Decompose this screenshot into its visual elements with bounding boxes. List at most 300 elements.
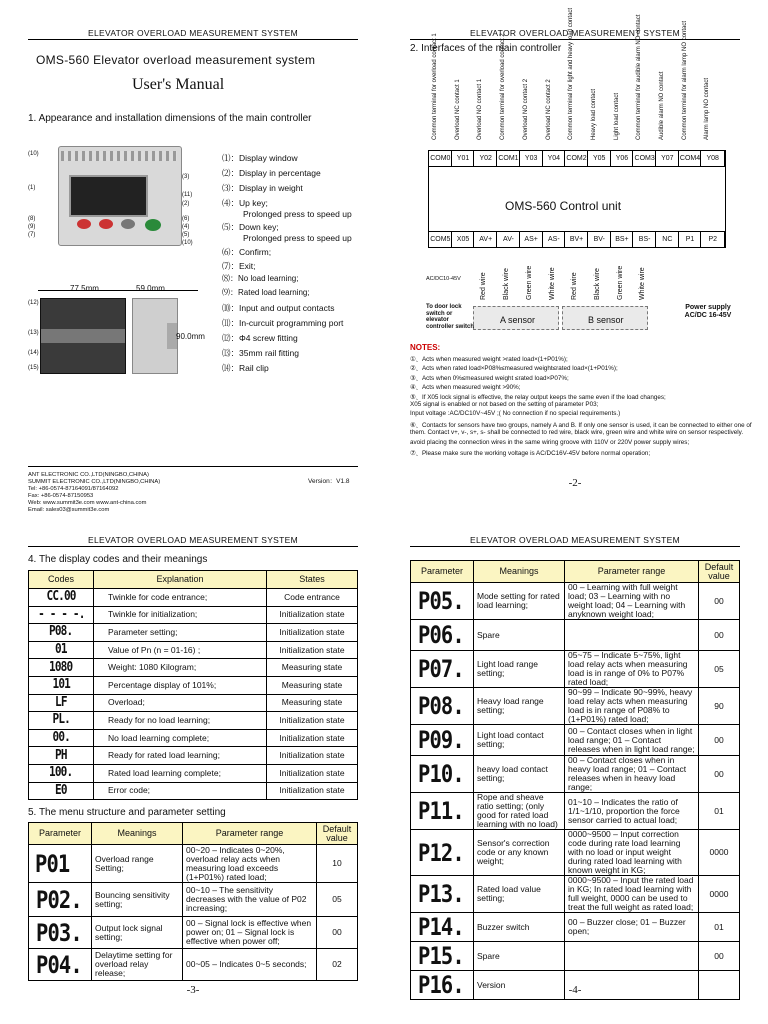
display-code [29, 676, 94, 694]
parameter-default: 01 [699, 793, 740, 830]
display-code [29, 659, 94, 677]
parameter-meaning: Delaytime setting for overload relay release; [92, 949, 183, 981]
table-row [411, 876, 740, 913]
top-terminal-label: Common terminal for light and heavy load contact [568, 7, 575, 140]
page-4 [410, 535, 740, 1005]
display-window [69, 175, 148, 217]
sensor-wire-label: Green wire [616, 265, 624, 300]
parameter-code [411, 830, 474, 876]
segment-code: CC.00 [46, 589, 76, 605]
code-state: Measuring state [267, 659, 358, 677]
down-key [99, 219, 113, 229]
table-row [411, 620, 740, 651]
code-state: Initialization state [267, 764, 358, 782]
code-explanation: Twinkle for code entrance; [94, 589, 267, 607]
table-row [29, 659, 358, 677]
top-terminal-label: Common terminal for alarm lamp NO contact [681, 20, 688, 140]
callout: (11) [182, 192, 193, 198]
note-item: ⑥、Contacts for sensors have two groups, namely A and B. If only one sensor is used, it can be connected to either one of [410, 421, 752, 429]
page-header: ELEVATOR OVERLOAD MEASUREMENT SYSTEM [410, 535, 740, 547]
table-row [29, 845, 358, 883]
segment-code: P02. [36, 885, 82, 914]
top-terminal: COM2 [564, 150, 589, 167]
note-item: ⑦、Please make sure the working voltage is AC/DC16V-45V before normal operation; [410, 450, 651, 457]
parameter-range: 0000~9500 – Input the rated load in KG; In rated load learning with full weight, 0000 can be used to treat the full weight as rated load; [565, 876, 699, 913]
table-row [411, 651, 740, 688]
segment-code: P08. [418, 692, 464, 720]
note-item: avoid placing the connection wires in the same wiring groove with 110V or 220V power supply wires; [410, 438, 690, 446]
table-row [29, 676, 358, 694]
code-explanation: Ready for no load learning; [94, 712, 267, 730]
top-terminal-label: Audible alarm NO contact [659, 71, 665, 140]
website[interactable]: Web: www.summit3e.com www.ant-china.com [28, 500, 147, 506]
section-2-heading: 2. Interfaces of the main controller [410, 43, 562, 54]
legend-item: ⒀：35mm rail fitting [222, 348, 299, 358]
segment-code: P12. [418, 838, 464, 867]
bottom-terminal: BS- [632, 231, 657, 248]
segment-code: P14. [418, 913, 464, 941]
parameter-range: 00 – Learning with full weight load; 03 – Learning with no weight load; 04 – Learning with anyknown weight load; [565, 583, 699, 620]
table-row [411, 583, 740, 620]
top-terminal-label: Heavy load contact [590, 88, 597, 140]
note-item: ③、Acts when 0%≤measured weight ≤rated load×P07%; [410, 374, 569, 382]
col-header: Parameter [29, 823, 92, 845]
parameter-code [411, 583, 474, 620]
code-explanation: Percentage display of 101%; [94, 676, 267, 694]
confirm-key [145, 219, 161, 231]
display-code [29, 729, 94, 747]
callout: (10) [28, 151, 39, 157]
page-number: -2- [568, 477, 582, 489]
note-item: ④、Acts when measured weight >90%; [410, 384, 521, 392]
code-state: Initialization state [267, 606, 358, 624]
dimension-width: 77.5mm [70, 284, 99, 293]
display-code [29, 747, 94, 765]
top-terminal: Y05 [587, 150, 612, 167]
segment-code: P01 [35, 849, 70, 878]
code-explanation: Ready for rated load learning; [94, 747, 267, 765]
company-1: ANT ELECTRONIC CO.,LTD(NINGBO,CHINA) [28, 472, 149, 478]
parameter-code [29, 917, 92, 949]
parameter-default: 00 [699, 942, 740, 971]
callout: (13) [28, 330, 39, 336]
bottom-terminal: AV- [496, 231, 521, 248]
page-header: ELEVATOR OVERLOAD MEASUREMENT SYSTEM [410, 28, 740, 40]
section-1-heading: 1. Appearance and installation dimensions of the main controller [28, 113, 312, 124]
power-supply-label: Power supply AC/DC 16-45V [684, 304, 732, 319]
sensor-wire-label: Black wire [593, 268, 601, 300]
table-row [29, 624, 358, 642]
col-header: Meanings [474, 561, 565, 583]
bottom-terminal: AS- [542, 231, 567, 248]
segment-code: P04. [36, 950, 82, 979]
legend-item: Prolonged press to speed up [243, 209, 352, 219]
parameter-default: 05 [699, 651, 740, 688]
page-2 [410, 7, 752, 498]
segment-code: PH [55, 747, 67, 763]
segment-code: 00. [52, 730, 70, 746]
table-row [29, 694, 358, 712]
parameter-range [565, 620, 699, 651]
parameter-range: 00 – Buzzer close; 01 – Buzzer open; [565, 913, 699, 942]
segment-code: 01 [55, 642, 67, 658]
callout: (8) [28, 216, 36, 222]
parameter-code [411, 876, 474, 913]
legend-item: ⒁：Rail clip [222, 363, 269, 373]
parameter-default: 02 [317, 949, 358, 981]
segment-code: E0 [55, 782, 67, 798]
dimension-height: 90.0mm [176, 332, 205, 341]
col-header: Explanation [94, 571, 267, 589]
parameter-code [411, 942, 474, 971]
callout: (6) [182, 216, 190, 222]
parameter-code [411, 620, 474, 651]
dimension-line [38, 290, 128, 291]
parameter-range: 00 – Contact closes when in light load range; 01 – Contact releases when in light load range; [565, 725, 699, 756]
parameter-range: 00~10 – The sensitivity decreases with the value of P02 increasing; [183, 883, 317, 917]
table-row [29, 589, 358, 607]
col-header: Parameter [411, 561, 474, 583]
legend-item: ⑶：Display in weight [222, 183, 303, 193]
legend-item: ⑾：In-curcuit programming port [222, 318, 344, 328]
display-code [29, 606, 94, 624]
segment-code: P10. [418, 760, 464, 788]
parameter-default: 00 [699, 725, 740, 756]
segment-code: P03. [36, 918, 82, 947]
table-row [411, 793, 740, 830]
top-terminal-label: Common terminal for overload contact 2 [500, 33, 507, 140]
legend-item: ⑵：Display in percentage [222, 168, 321, 178]
parameter-default: 0000 [699, 876, 740, 913]
segment-code: P07. [418, 655, 464, 683]
top-terminal: COM1 [496, 150, 521, 167]
code-state: Measuring state [267, 676, 358, 694]
telephone: Tel: +86-0574-87164091/87164092 [28, 486, 119, 492]
parameter-code [29, 949, 92, 981]
parameter-range: 05~75 – Indicate 5~75%, light load relay acts when measuring load is in range of 0% to P07% rated load; [565, 651, 699, 688]
top-terminal-label: Light load contact [613, 92, 620, 140]
parameter-default: 00 [699, 620, 740, 651]
page-header: ELEVATOR OVERLOAD MEASUREMENT SYSTEM [28, 535, 358, 547]
code-state: Initialization state [267, 624, 358, 642]
parameter-default: 00 [317, 917, 358, 949]
note-item: ①、Acts when measured weight >rated load×(1+P01%); [410, 356, 568, 363]
top-terminal: Y07 [655, 150, 680, 167]
parameter-code [411, 756, 474, 793]
top-terminal-label: Common terminal for audible alarm NO contact [636, 14, 643, 140]
parameter-range: 00~20 – Indicates 0~20%, overload relay acts when measuring load exceeds (1+P01%) rated load; [183, 845, 317, 883]
code-state: Initialization state [267, 782, 358, 800]
legend-item: ⑽：Input and output contacts [222, 303, 335, 313]
callout: (15) [28, 365, 39, 371]
parameter-range: 90~99 – Indicate 90~99%, heavy load relay acts when measuring load is in range of P08% to (1+P01%) rated load; [565, 688, 699, 725]
display-code [29, 764, 94, 782]
parameter-meaning: Rope and sheave ratio setting; (only good for rated load learning with no load) [474, 793, 565, 830]
parameter-code [29, 845, 92, 883]
parameter-default: 01 [699, 913, 740, 942]
page-header: ELEVATOR OVERLOAD MEASUREMENT SYSTEM [28, 28, 358, 40]
segment-code: P09. [418, 726, 464, 754]
section-4-heading: 4. The display codes and their meanings [28, 554, 208, 565]
parameter-meaning: Light load range setting; [474, 651, 565, 688]
code-state: Initialization state [267, 712, 358, 730]
device-back-view [40, 298, 126, 374]
parameter-meaning: Buzzer switch [474, 913, 565, 942]
parameter-range: 00 – Signal lock is effective when power on; 01 – Signal lock is effective when power off; [183, 917, 317, 949]
exit-key [121, 219, 135, 229]
parameter-table-p3 [28, 822, 358, 981]
table-row [29, 606, 358, 624]
table-row [29, 883, 358, 917]
callout: (14) [28, 350, 39, 356]
top-terminal-label: Common terminal for overload contact 1 [432, 33, 438, 140]
callout: (3) [182, 174, 190, 180]
col-header: States [267, 571, 358, 589]
top-terminal-label: Overload NO contact 2 [522, 78, 529, 140]
footer-rule [28, 466, 358, 467]
code-explanation: Parameter setting; [94, 624, 267, 642]
table-row [29, 729, 358, 747]
email[interactable]: Email: sales03@summit3e.com [28, 507, 110, 513]
document-title: OMS-560 Elevator overload measurement system [36, 53, 316, 67]
legend-item: ⑷：Up key; [222, 198, 268, 208]
parameter-meaning: Spare [474, 620, 565, 651]
parameter-code [411, 725, 474, 756]
sensor-a-label: A sensor [500, 315, 536, 325]
top-terminal: Y02 [473, 150, 498, 167]
contact-strip-top [61, 151, 177, 161]
device-side-view [132, 298, 178, 374]
callout: (12) [28, 300, 39, 306]
rail-clip [41, 329, 125, 343]
col-header: Parameter range [565, 561, 699, 583]
parameter-default: 00 [699, 756, 740, 793]
legend-item: ⑺：Exit; [222, 261, 256, 271]
display-code [29, 589, 94, 607]
parameter-table-p4 [410, 560, 740, 1000]
code-state: Initialization state [267, 747, 358, 765]
legend-item: ⑴：Display window [222, 153, 298, 163]
top-terminal: Y04 [542, 150, 567, 167]
parameter-meaning: Mode setting for rated load learning; [474, 583, 565, 620]
page-number: -3- [186, 984, 200, 996]
parameter-meaning: Heavy load range setting; [474, 688, 565, 725]
parameter-default: 05 [317, 883, 358, 917]
top-terminal-label: Alarm lamp NO contact [704, 77, 711, 140]
bottom-terminal: P1 [678, 231, 703, 248]
up-key [77, 219, 91, 229]
parameter-default: 10 [317, 845, 358, 883]
sensor-wire-label: Green wire [525, 265, 533, 300]
segment-code: 101 [52, 677, 70, 693]
col-header: Parameter range [183, 823, 317, 845]
display-code [29, 641, 94, 659]
sensor-wire-label: Red wire [571, 272, 579, 300]
parameter-meaning: Overload range Setting; [92, 845, 183, 883]
code-explanation: Value of Pn (n = 01-16) ; [94, 641, 267, 659]
note-item: ⑤、If X05 lock signal is effective, the relay output keeps the same even if the load changes; [410, 393, 666, 401]
parameter-meaning: Spare [474, 942, 565, 971]
table-row [29, 917, 358, 949]
parameter-code [411, 913, 474, 942]
parameter-meaning: Bouncing sensitivity setting; [92, 883, 183, 917]
callout: (5) [182, 232, 190, 238]
top-terminal: Y06 [610, 150, 635, 167]
top-terminal: Y01 [451, 150, 476, 167]
top-terminal: COM4 [678, 150, 703, 167]
top-terminal-label: Overload NC contact 1 [454, 79, 461, 140]
bottom-terminal: COM5 [428, 231, 453, 248]
segment-code: 100. [49, 765, 73, 781]
code-state: Initialization state [267, 641, 358, 659]
note-item: them. Contact v+, v-, s+, s- shall be connected to red wire, black wire, green wire and white wire on sensor respectively. [410, 429, 744, 437]
segment-code: P06. [418, 621, 464, 649]
bottom-terminal: NC [655, 231, 680, 248]
table-row [29, 747, 358, 765]
legend-item: ⑼：Rated load learning; [222, 288, 310, 297]
top-terminal: COM3 [632, 150, 657, 167]
table-row [411, 725, 740, 756]
segment-code: - - - -. [37, 606, 85, 622]
note-item: Input voltage :AC/DC10V~45V ;( No connection if no special requirements.) [410, 410, 621, 418]
table-row [411, 830, 740, 876]
parameter-meaning: heavy load contact setting; [474, 756, 565, 793]
segment-code: PL. [52, 712, 70, 728]
code-explanation: Rated load learning complete; [94, 764, 267, 782]
table-row [411, 688, 740, 725]
notes-title: NOTES: [410, 343, 441, 352]
bottom-terminal: AV+ [473, 231, 498, 248]
bottom-terminal: BV- [587, 231, 612, 248]
parameter-range: 0000~9500 – Input correction code during rate load learning with no load or input weight during rated load learning with known weight in KG; [565, 830, 699, 876]
parameter-default: 90 [699, 688, 740, 725]
table-row [29, 641, 358, 659]
note-item: ②、Acts when rated load×P08%≤measured weight≤rated load×(1+P01%); [410, 365, 618, 373]
bottom-terminal: P2 [700, 231, 725, 248]
table-row [29, 782, 358, 800]
parameter-meaning: Output lock signal setting; [92, 917, 183, 949]
parameter-range: 00~05 – Indicates 0~5 seconds; [183, 949, 317, 981]
page-1 [28, 28, 358, 513]
legend-item: ⑿：Φ4 screw fitting [222, 333, 298, 343]
code-state: Measuring state [267, 694, 358, 712]
top-terminal: Y03 [519, 150, 544, 167]
bottom-terminal: BV+ [564, 231, 589, 248]
table-row [411, 942, 740, 971]
code-explanation: Weight: 1080 Kilogram; [94, 659, 267, 677]
display-codes-table [28, 570, 358, 800]
sensor-wire-label: Red wire [480, 272, 488, 300]
manual-title: User's Manual [132, 76, 225, 93]
parameter-code [411, 793, 474, 830]
sensor-b-label: B sensor [588, 315, 624, 325]
sensor-wire-label: White wire [639, 267, 647, 300]
bottom-terminal: X05 [451, 231, 476, 248]
code-state: Code entrance [267, 589, 358, 607]
code-explanation: Overload; [94, 694, 267, 712]
display-code [29, 624, 94, 642]
callout: (2) [182, 201, 190, 207]
table-row [29, 949, 358, 981]
col-header: Meanings [92, 823, 183, 845]
legend-item: Prolonged press to speed up [243, 233, 352, 243]
segment-code: P16. [418, 971, 464, 999]
display-code [29, 712, 94, 730]
parameter-range: 00 – Contact closes when in heavy load range; 01 – Contact releases when in heavy load range; [565, 756, 699, 793]
callout: (4) [182, 224, 190, 230]
top-terminal-label: Overload NC contact 2 [545, 79, 552, 140]
door-switch-label: To door lock switch or elevator controller switch [426, 304, 475, 330]
dimension-line [128, 290, 198, 291]
segment-code: P08. [49, 624, 73, 640]
note-item: X05 signal is enabled or not based on the setting of parameter P03; [410, 401, 599, 408]
parameter-code [411, 688, 474, 725]
control-unit-title: OMS-560 Control unit [505, 199, 622, 213]
parameter-code [29, 883, 92, 917]
display-code [29, 694, 94, 712]
callout: (9) [28, 224, 36, 230]
parameter-meaning: Light load contact setting; [474, 725, 565, 756]
col-header: Codes [29, 571, 94, 589]
legend-item: ⑹：Confirm; [222, 247, 272, 257]
display-code [29, 782, 94, 800]
parameter-code [411, 651, 474, 688]
segment-code: P05. [418, 587, 464, 615]
parameter-meaning: Version [474, 971, 565, 1000]
sensor-wire-label: Black wire [503, 268, 511, 300]
section-5-heading: 5. The menu structure and parameter setting [28, 807, 226, 818]
fax: Fax: +86-0574-87150953 [28, 493, 94, 499]
sensor-wire-label: White wire [548, 267, 556, 300]
bottom-terminal: AS+ [519, 231, 544, 248]
callout: (7) [28, 232, 36, 238]
segment-code: P13. [418, 880, 464, 908]
parameter-default: 00 [699, 583, 740, 620]
table-row [29, 712, 358, 730]
parameter-range [565, 942, 699, 971]
bottom-terminal: BS+ [610, 231, 635, 248]
code-explanation: Error code; [94, 782, 267, 800]
table-row [411, 756, 740, 793]
parameter-meaning: Sensor's correction code or any known weight; [474, 830, 565, 876]
device-front-view [58, 146, 182, 246]
segment-code: P11. [418, 797, 464, 825]
callout: (1) [28, 185, 36, 191]
code-explanation: No load learning complete; [94, 729, 267, 747]
top-terminal: COM0 [428, 150, 453, 167]
page-3 [28, 535, 358, 1005]
top-terminal-label: Overload NO contact 1 [477, 78, 484, 140]
segment-code: 1080 [49, 659, 73, 675]
version: Version：V1.8 [308, 478, 350, 485]
col-header: Default value [317, 823, 358, 845]
col-header: Default value [699, 561, 740, 583]
top-terminal: Y08 [700, 150, 725, 167]
legend-item: ⑻：No load learning; [222, 274, 299, 283]
code-state: Initialization state [267, 729, 358, 747]
segment-code: LF [55, 694, 67, 710]
code-explanation: Twinkle for initialization; [94, 606, 267, 624]
parameter-range: 01~10 – Indicates the ratio of 1/1~1/10, proportion the force sensor carried to actual load; [565, 793, 699, 830]
segment-code: P15. [418, 942, 464, 970]
company-2: SUMMIT ELECTRONIC CO.,LTD(NINGBO,CHINA) [28, 479, 161, 485]
parameter-default: 0000 [699, 830, 740, 876]
page-number: -4- [568, 984, 582, 996]
legend-item: ⑸：Down key; [222, 222, 279, 232]
input-voltage-label: AC/DC10-45V [426, 276, 461, 282]
callout: (10) [182, 240, 193, 246]
table-row [411, 913, 740, 942]
